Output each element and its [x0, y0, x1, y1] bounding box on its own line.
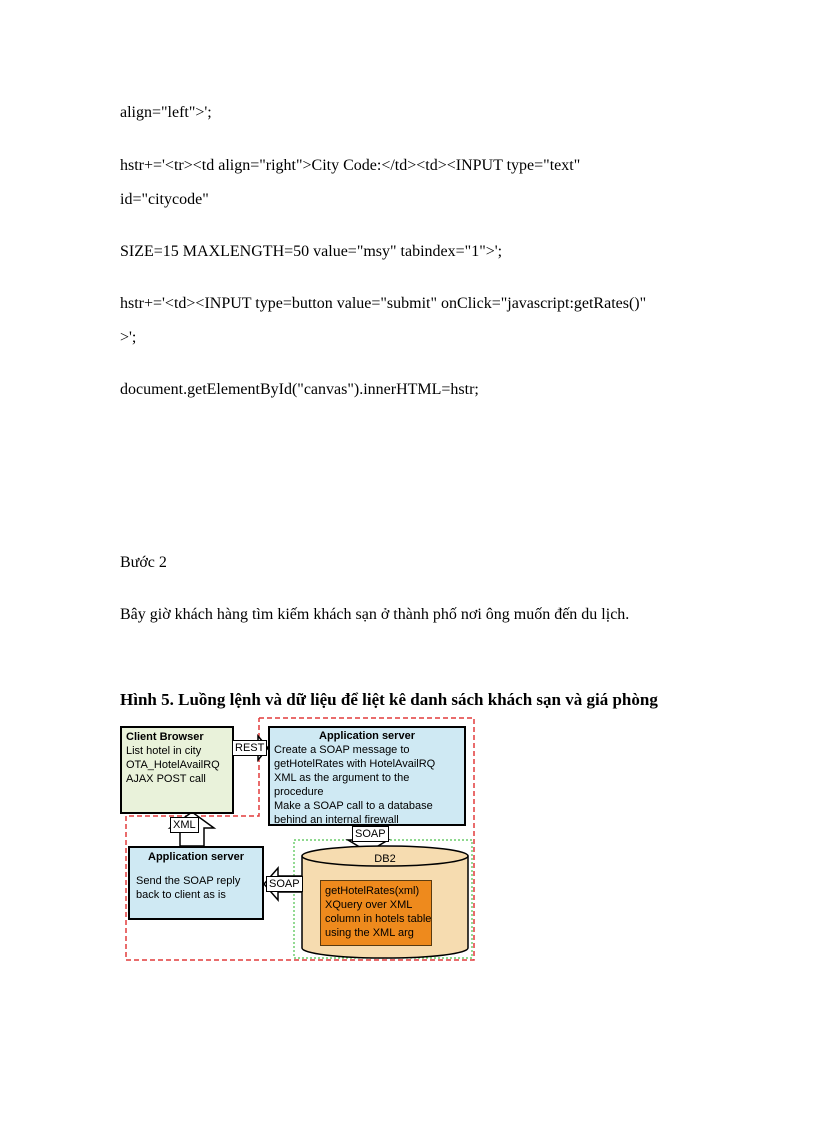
client-browser-text: List hotel in city OTA_HotelAvailRQ AJAX POST call: [126, 745, 220, 785]
step-text: Bây giờ khách hàng tìm kiếm khách sạn ở thành phố nơi ông muốn đến du lịch.: [120, 606, 630, 623]
code-line-4: SIZE=15 MAXLENGTH=50 value="msy" tabindex="1">';: [120, 243, 503, 260]
code-line-1: align="left">';: [120, 104, 212, 121]
application-server-top-title: Application server: [319, 730, 415, 742]
figure-caption: Hình 5. Luồng lệnh và dữ liệu để liệt kê danh sách khách sạn và giá phòng: [120, 690, 658, 709]
application-server-bottom-text: Send the SOAP reply back to client as is: [136, 875, 241, 901]
db2-database: [300, 844, 470, 960]
application-server-bottom-box: [128, 846, 264, 920]
application-server-top-box: [268, 726, 466, 826]
code-line-7: document.getElementById("canvas").innerHTML=hstr;: [120, 381, 479, 398]
application-server-top-text: Create a SOAP message to getHotelRates with HotelAvailRQ XML as the argument to the procedure Make a SOAP call to a database behind an internal firewall: [274, 744, 436, 826]
application-server-bottom-title: Application server: [148, 851, 244, 863]
client-browser-title: Client Browser: [126, 731, 204, 743]
client-browser-box: [120, 726, 234, 814]
architecture-diagram: [118, 716, 476, 962]
code-line-2: hstr+='<tr><td align="right">City Code:</td><td><INPUT type="text": [120, 157, 581, 174]
step-heading: Bước 2: [120, 554, 167, 571]
code-line-5: hstr+='<td><INPUT type=button value="submit" onClick="javascript:getRates()": [120, 295, 647, 312]
xml-label: XML: [170, 817, 199, 833]
soap-down-label: SOAP: [352, 826, 389, 842]
rest-label: REST: [232, 740, 267, 756]
code-line-3: id="citycode": [120, 191, 209, 208]
code-line-6: >';: [120, 329, 137, 346]
db2-procedure-box: getHotelRates(xml) XQuery over XML column in hotels table using the XML arg: [320, 880, 432, 946]
soap-left-label: SOAP: [266, 876, 303, 892]
db2-label: DB2: [374, 853, 396, 865]
